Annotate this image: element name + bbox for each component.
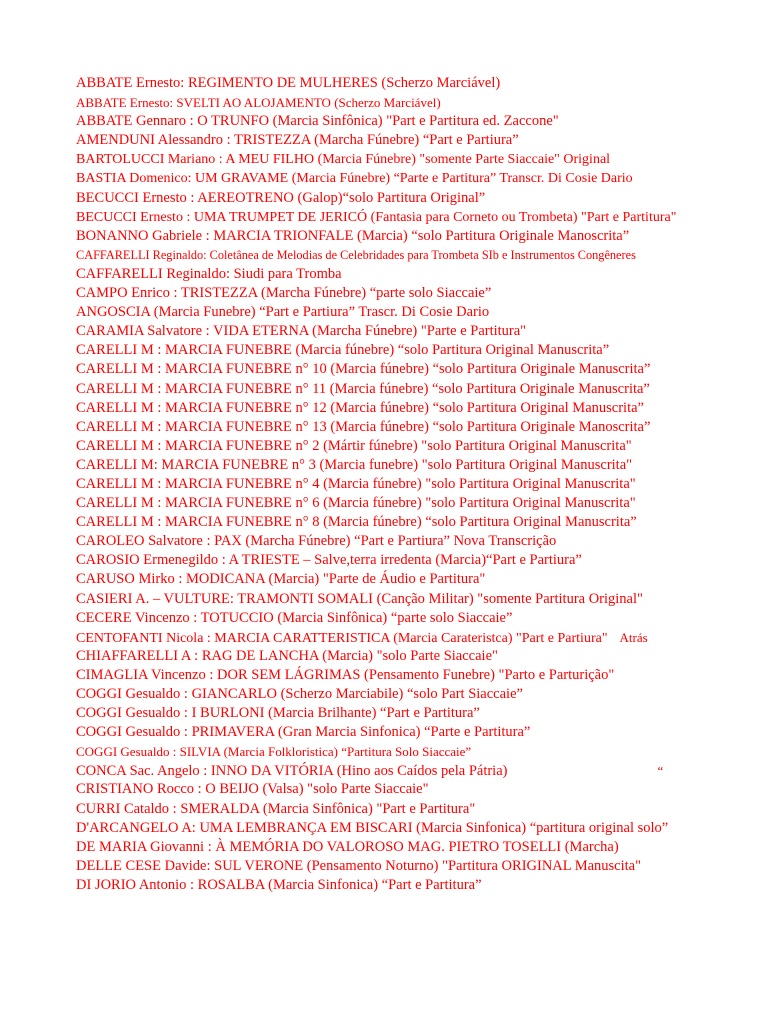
catalog-entry-text: CARELLI M : MARCIA FUNEBRE n° 13 (Marcia fúnebre) “solo Partitura Originale Manoscrita” bbox=[76, 418, 651, 435]
catalog-entry-text: COGGI Gesualdo : SILVIA (Marcia Folkloristica) “Partitura Solo Siaccaie” bbox=[76, 744, 472, 760]
catalog-entry bbox=[76, 360, 756, 379]
catalog-entry-text: CARAMIA Salvatore : VIDA ETERNA (Marcha Fúnebre) "Parte e Partitura" bbox=[76, 323, 527, 340]
catalog-entry-text: AMENDUNI Alessandro : TRISTEZZA (Marcha Fúnebre) “Part e Partiura” bbox=[76, 132, 519, 149]
catalog-entry bbox=[76, 494, 756, 513]
catalog-entry-text: ABBATE Gennaro : O TRUNFO (Marcia Sinfônica) "Part e Partitura ed. Zaccone" bbox=[76, 113, 559, 130]
catalog-list bbox=[76, 74, 756, 895]
catalog-entry bbox=[76, 761, 756, 780]
catalog-entry-text: CARELLI M : MARCIA FUNEBRE n° 4 (Marcia fúnebre) "solo Partitura Original Manuscrita" bbox=[76, 475, 636, 492]
catalog-entry bbox=[76, 341, 756, 360]
catalog-entry-text: CURRI Cataldo : SMERALDA (Marcia Sinfônica) "Part e Partitura" bbox=[76, 800, 476, 817]
catalog-entry-text: CARELLI M : MARCIA FUNEBRE n° 11 (Marcia fúnebre) “solo Partitura Originale Manuscrita” bbox=[76, 380, 650, 397]
catalog-entry bbox=[76, 609, 756, 628]
catalog-entry bbox=[76, 93, 756, 112]
catalog-entry bbox=[76, 838, 756, 857]
catalog-entry-text: CIMAGLIA Vincenzo : DOR SEM LÁGRIMAS (Pensamento Funebre) "Parto e Parturição" bbox=[76, 666, 615, 683]
catalog-entry-text: CARELLI M : MARCIA FUNEBRE n° 10 (Marcia fúnebre) “solo Partitura Originale Manuscrita” bbox=[76, 361, 651, 378]
catalog-entry bbox=[76, 475, 756, 494]
catalog-entry bbox=[76, 322, 756, 341]
catalog-entry-text: CONCA Sac. Angelo : INNO DA VITÓRIA (Hino aos Caídos pela Pátria) bbox=[76, 763, 508, 780]
catalog-entry-text: CAFFARELLI Reginaldo: Siudi para Tromba bbox=[76, 265, 342, 282]
catalog-entry bbox=[76, 704, 756, 723]
catalog-entry bbox=[76, 666, 756, 685]
catalog-entry-text: CECERE Vincenzo : TOTUCCIO (Marcia Sinfônica) “parte solo Siaccaie” bbox=[76, 609, 513, 626]
catalog-entry bbox=[76, 131, 756, 150]
catalog-entry-text: CARELLI M : MARCIA FUNEBRE n° 8 (Marcia fúnebre) “solo Partitura Original Manuscrita” bbox=[76, 514, 637, 531]
catalog-entry bbox=[76, 208, 756, 227]
catalog-entry-text: BECUCCI Ernesto : AEREOTRENO (Galop)“solo Partitura Original” bbox=[76, 189, 486, 206]
catalog-entry-text: CARELLI M : MARCIA FUNEBRE (Marcia fúnebre) “solo Partitura Original Manuscrita” bbox=[76, 342, 610, 359]
catalog-entry-text: BARTOLUCCI Mariano : A MEU FILHO (Marcia Fúnebre) "somente Parte Siaccaie" Original bbox=[76, 152, 611, 168]
catalog-entry bbox=[76, 647, 756, 666]
catalog-entry bbox=[76, 685, 756, 704]
catalog-entry bbox=[76, 227, 756, 246]
catalog-entry bbox=[76, 74, 756, 93]
catalog-entry-text: D'ARCANGELO A: UMA LEMBRANÇA EM BISCARI (Marcia Sinfonica) “partitura original solo” bbox=[76, 819, 669, 836]
catalog-entry bbox=[76, 723, 756, 742]
catalog-entry bbox=[76, 876, 756, 895]
catalog-entry bbox=[76, 570, 756, 589]
catalog-entry-text: COGGI Gesualdo : GIANCARLO (Scherzo Marciabile) “solo Part Siaccaie” bbox=[76, 686, 523, 702]
catalog-entry bbox=[76, 265, 756, 284]
catalog-entry bbox=[76, 418, 756, 437]
catalog-entry-text: CARELLI M : MARCIA FUNEBRE n° 6 (Marcia fúnebre) "solo Partitura Original Manuscrita" bbox=[76, 495, 636, 512]
catalog-entry-text: DELLE CESE Davide: SUL VERONE (Pensamento Noturno) "Partitura ORIGINAL Manuscita" bbox=[76, 857, 642, 874]
catalog-entry-text: CAFFARELLI Reginaldo: Coletânea de Melodias de Celebridades para Trombeta SIb e Instrumentos Congêneres bbox=[76, 247, 636, 262]
catalog-entry-text: CASIERI A. – VULTURE: TRAMONTI SOMALI (Canção Militar) "somente Partitura Original" bbox=[76, 590, 643, 607]
catalog-entry-text: BONANNO Gabriele : MARCIA TRIONFALE (Marcia) “solo Partitura Originale Manoscrita” bbox=[76, 227, 630, 244]
catalog-entry bbox=[76, 399, 756, 418]
catalog-entry bbox=[76, 380, 756, 399]
catalog-entry bbox=[76, 590, 756, 609]
catalog-entry-note: Atrás bbox=[619, 629, 648, 645]
catalog-entry-text: DE MARIA Giovanni : À MEMÓRIA DO VALOROSO MAG. PIETRO TOSELLI (Marcha) bbox=[76, 838, 619, 855]
catalog-entry bbox=[76, 189, 756, 208]
catalog-entry-text: CARUSO Mirko : MODICANA (Marcia) "Parte de Áudio e Partitura" bbox=[76, 571, 486, 588]
catalog-entry-text: ABBATE Ernesto: REGIMENTO DE MULHERES (Scherzo Marciável) bbox=[76, 75, 501, 91]
catalog-entry bbox=[76, 112, 756, 131]
catalog-entry bbox=[76, 150, 756, 169]
catalog-entry-text: DI JORIO Antonio : ROSALBA (Marcia Sinfonica) “Part e Partitura” bbox=[76, 876, 482, 893]
catalog-entry bbox=[76, 513, 756, 532]
catalog-entry-text: ABBATE Ernesto: SVELTI AO ALOJAMENTO (Scherzo Marciável) bbox=[76, 95, 441, 111]
catalog-entry-text: CAROSIO Ermenegildo : A TRIESTE – Salve,terra irredenta (Marcia)“Part e Partiura” bbox=[76, 552, 582, 569]
catalog-entry bbox=[76, 551, 756, 570]
catalog-entry-text: CARELLI M: MARCIA FUNEBRE n° 3 (Marcia funebre) "solo Partitura Original Manuscrita" bbox=[76, 456, 633, 473]
catalog-entry-text: CARELLI M : MARCIA FUNEBRE n° 2 (Mártir fúnebre) "solo Partitura Original Manuscrita" bbox=[76, 437, 632, 454]
catalog-entry bbox=[76, 857, 756, 876]
catalog-entry bbox=[76, 169, 756, 188]
catalog-entry-note: “ bbox=[657, 763, 664, 779]
catalog-entry bbox=[76, 437, 756, 456]
catalog-entry bbox=[76, 780, 756, 799]
catalog-entry bbox=[76, 246, 756, 265]
catalog-entry bbox=[76, 284, 756, 303]
catalog-entry-text: CRISTIANO Rocco : O BEIJO (Valsa) "solo Parte Siaccaie" bbox=[76, 781, 429, 798]
catalog-entry-text: COGGI Gesualdo : I BURLONI (Marcia Brilhante) “Part e Partitura” bbox=[76, 705, 480, 722]
catalog-entry-text: CAROLEO Salvatore : PAX (Marcha Fúnebre) “Part e Partiura” Nova Transcrição bbox=[76, 533, 557, 550]
catalog-entry-text: CHIAFFARELLI A : RAG DE LANCHA (Marcia) "solo Parte Siaccaie" bbox=[76, 647, 498, 664]
catalog-entry-text: BASTIA Domenico: UM GRAVAME (Marcia Fúnebre) “Parte e Partitura” Transcr. Di Cosie Dario bbox=[76, 171, 633, 187]
catalog-entry bbox=[76, 628, 756, 647]
catalog-entry bbox=[76, 800, 756, 819]
catalog-entry-text: CARELLI M : MARCIA FUNEBRE n° 12 (Marcia fúnebre) “solo Partitura Original Manuscrita” bbox=[76, 399, 644, 416]
catalog-entry-text: CAMPO Enrico : TRISTEZZA (Marcha Fúnebre) “parte solo Siaccaie” bbox=[76, 285, 492, 302]
catalog-entry bbox=[76, 456, 756, 475]
catalog-entry-text: ANGOSCIA (Marcia Funebre) “Part e Partiura” Trascr. Di Cosie Dario bbox=[76, 304, 490, 321]
catalog-entry-text: COGGI Gesualdo : PRIMAVERA (Gran Marcia Sinfonica) “Parte e Partitura” bbox=[76, 724, 531, 741]
catalog-entry-text: BECUCCI Ernesto : UMA TRUMPET DE JERICÓ (Fantasia para Corneto ou Trombeta) "Part e Partitura" bbox=[76, 209, 677, 225]
catalog-entry bbox=[76, 303, 756, 322]
catalog-entry-text: CENTOFANTI Nicola : MARCIA CARATTERISTICA (Marcia Carateristca) "Part e Partiura" bbox=[76, 630, 608, 646]
catalog-entry bbox=[76, 532, 756, 551]
catalog-entry bbox=[76, 742, 756, 761]
catalog-entry bbox=[76, 819, 756, 838]
